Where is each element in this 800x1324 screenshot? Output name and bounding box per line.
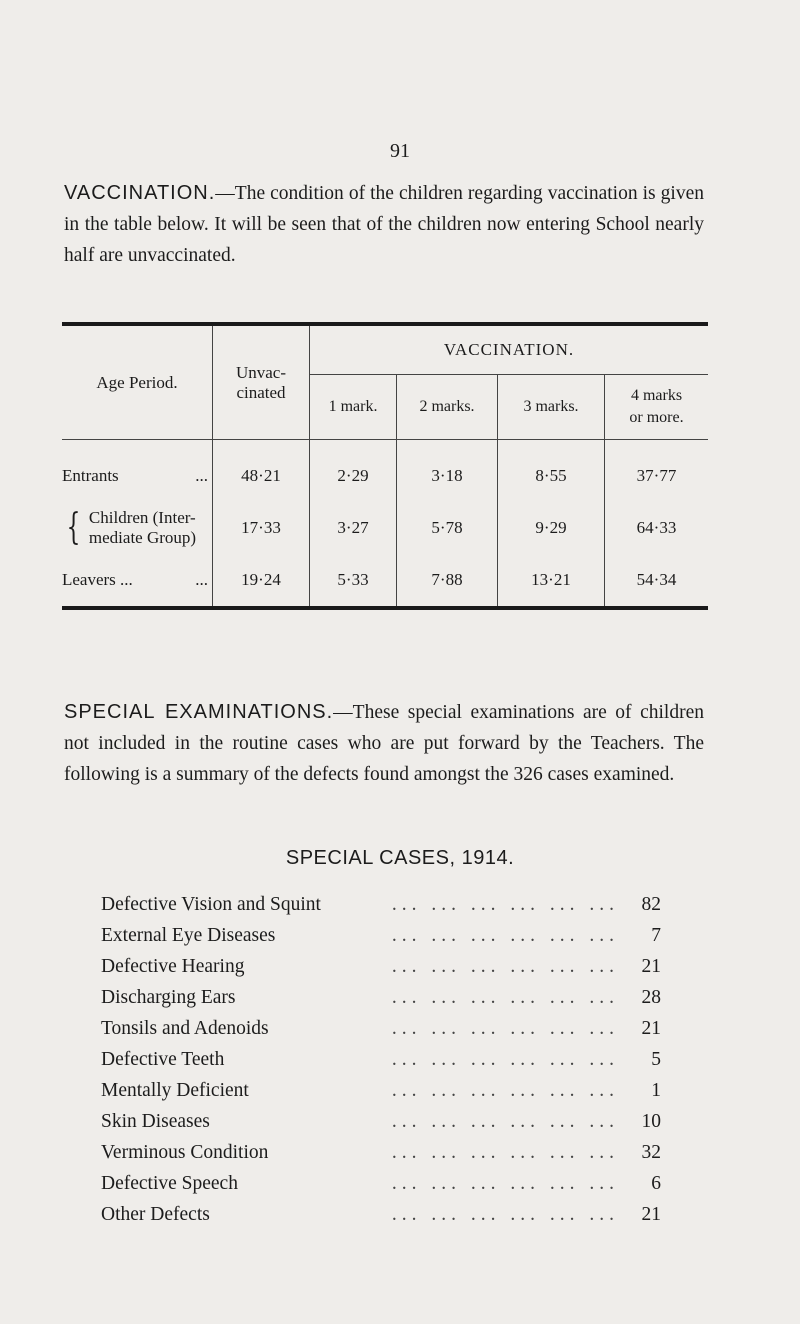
cell-three-marks: 13·21 bbox=[498, 554, 605, 608]
defect-count: 28 bbox=[641, 987, 661, 1008]
defect-name: Other Defects bbox=[101, 1204, 210, 1225]
leader-dots: ... ... ... ... ... ... bbox=[391, 1080, 619, 1101]
defect-count: 5 bbox=[651, 1049, 661, 1070]
list-item bbox=[101, 956, 661, 987]
cell-three-marks: 8·55 bbox=[498, 440, 605, 503]
defect-count: 21 bbox=[641, 956, 661, 977]
leader-dots: ... ... ... ... ... ... bbox=[391, 1018, 619, 1039]
special-cases-list bbox=[101, 894, 661, 1235]
cell-two-marks: 7·88 bbox=[397, 554, 498, 608]
cell-four-marks: 37·77 bbox=[605, 440, 709, 503]
defect-name: External Eye Diseases bbox=[101, 925, 276, 946]
cell-unvaccinated: 17·33 bbox=[213, 502, 310, 554]
special-examinations-text: —These special examinations are of children not included in the routine cases who are put forward by the Teachers. The following is a summary of the defects found amongst the 326 cases examined. bbox=[64, 702, 704, 785]
table-row bbox=[62, 440, 708, 503]
row-label: Entrants ... bbox=[62, 466, 208, 485]
defect-name: Defective Hearing bbox=[101, 956, 245, 977]
vaccination-table bbox=[62, 322, 708, 610]
brace-icon: { bbox=[66, 507, 81, 548]
leader-dots: ... ... ... ... ... ... bbox=[391, 987, 619, 1008]
defect-count: 10 bbox=[641, 1111, 661, 1132]
cell-unvaccinated: 19·24 bbox=[213, 554, 310, 608]
defect-count: 82 bbox=[641, 894, 661, 915]
list-item bbox=[101, 1111, 661, 1142]
defect-name: Verminous Condition bbox=[101, 1142, 269, 1163]
page-number: 91 bbox=[390, 140, 410, 162]
leader-dots: ... ... ... ... ... ... bbox=[391, 1111, 619, 1132]
list-item bbox=[101, 1173, 661, 1204]
defect-name: Defective Speech bbox=[101, 1173, 238, 1194]
list-item bbox=[101, 894, 661, 925]
table-row bbox=[62, 502, 708, 554]
list-item bbox=[101, 1049, 661, 1080]
defect-name: Tonsils and Adenoids bbox=[101, 1018, 269, 1039]
leader-dots: ... ... ... ... ... ... bbox=[391, 1142, 619, 1163]
cell-one-mark: 5·33 bbox=[310, 554, 397, 608]
row-label: Leavers ... ... bbox=[62, 570, 208, 589]
cell-four-marks: 54·34 bbox=[605, 554, 709, 608]
special-examinations-heading: SPECIAL EXAMINATIONS. bbox=[64, 701, 334, 723]
one-mark-header: 1 mark. bbox=[310, 375, 397, 440]
vaccination-header: VACCINATION. bbox=[310, 324, 709, 375]
defect-count: 7 bbox=[651, 925, 661, 946]
list-item bbox=[101, 1204, 661, 1235]
vaccination-text: —The condition of the children regarding vaccination is given in the table below. It will be seen that of the children now entering School nearly half are unvaccinated. bbox=[64, 183, 704, 266]
cell-four-marks: 64·33 bbox=[605, 502, 709, 554]
special-cases-title: SPECIAL CASES, 1914. bbox=[285, 847, 515, 869]
cell-one-mark: 2·29 bbox=[310, 440, 397, 503]
table-row bbox=[62, 554, 708, 608]
row-label: { Children (Inter- mediate Group) bbox=[66, 507, 197, 548]
leader-dots: ... ... ... ... ... ... bbox=[391, 1049, 619, 1070]
defect-count: 21 bbox=[641, 1018, 661, 1039]
leader-dots: ... ... ... ... ... ... bbox=[391, 956, 619, 977]
leader-dots: ... ... ... ... ... ... bbox=[391, 1204, 619, 1225]
list-item bbox=[101, 1142, 661, 1173]
defect-name: Skin Diseases bbox=[101, 1111, 210, 1132]
defect-count: 32 bbox=[641, 1142, 661, 1163]
cell-unvaccinated: 48·21 bbox=[213, 440, 310, 503]
defect-name: Defective Teeth bbox=[101, 1049, 225, 1070]
list-item bbox=[101, 1018, 661, 1049]
list-item bbox=[101, 1080, 661, 1111]
leader-dots: ... ... ... ... ... ... bbox=[391, 894, 619, 915]
age-period-header: Age Period. bbox=[62, 324, 213, 440]
defect-count: 1 bbox=[651, 1080, 661, 1101]
cell-three-marks: 9·29 bbox=[498, 502, 605, 554]
leader-dots: ... ... ... ... ... ... bbox=[391, 1173, 619, 1194]
four-marks-header: 4 marks or more. bbox=[605, 375, 709, 440]
two-marks-header: 2 marks. bbox=[397, 375, 498, 440]
vaccination-paragraph bbox=[64, 178, 704, 271]
vaccination-heading: VACCINATION. bbox=[64, 182, 216, 204]
list-item bbox=[101, 987, 661, 1018]
list-item bbox=[101, 925, 661, 956]
defect-count: 21 bbox=[641, 1204, 661, 1225]
defect-name: Defective Vision and Squint bbox=[101, 894, 321, 915]
special-examinations-paragraph bbox=[64, 697, 704, 790]
cell-one-mark: 3·27 bbox=[310, 502, 397, 554]
cell-two-marks: 3·18 bbox=[397, 440, 498, 503]
defect-name: Mentally Deficient bbox=[101, 1080, 249, 1101]
leader-dots: ... ... ... ... ... ... bbox=[391, 925, 619, 946]
defect-count: 6 bbox=[651, 1173, 661, 1194]
cell-two-marks: 5·78 bbox=[397, 502, 498, 554]
three-marks-header: 3 marks. bbox=[498, 375, 605, 440]
unvaccinated-header: Unvac- cinated bbox=[213, 324, 310, 440]
defect-name: Discharging Ears bbox=[101, 987, 236, 1008]
